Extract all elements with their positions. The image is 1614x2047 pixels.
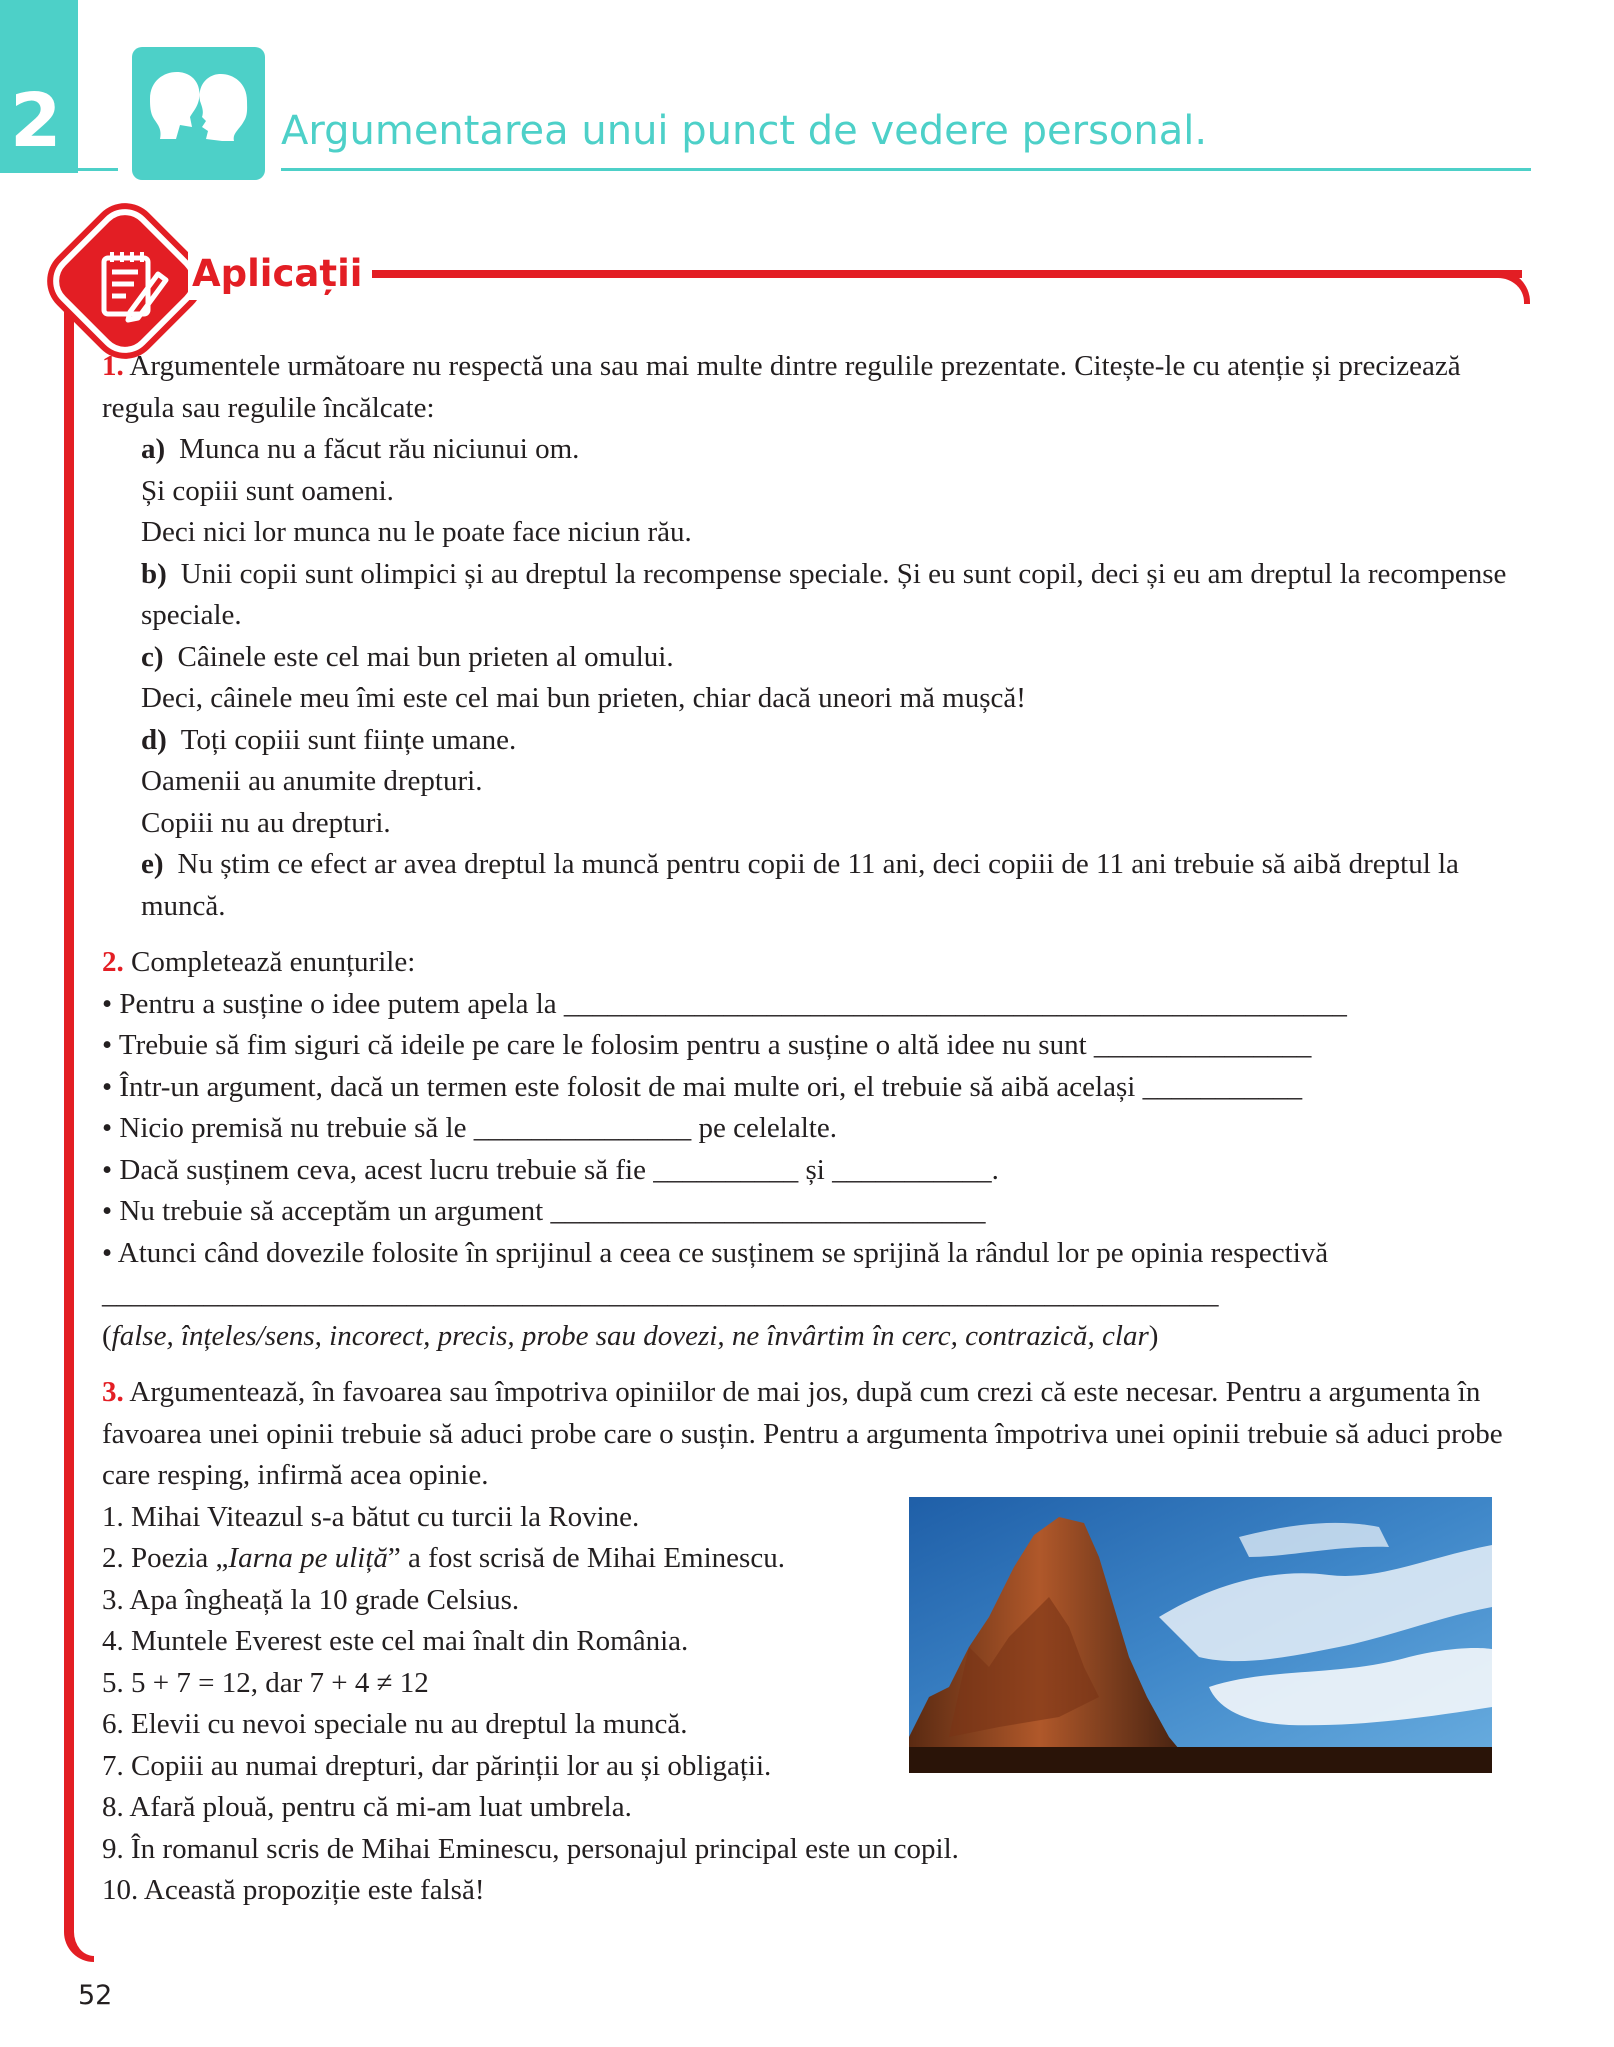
exercise-content bbox=[102, 346, 1514, 1912]
exercise-2-intro: 2. Completează enunțurile: bbox=[102, 946, 416, 978]
exercise-2-number: 2. bbox=[102, 946, 124, 978]
exercise-3-item: 2. Poezia „Iarna pe uliță” a fost scrisă de Mihai Eminescu. bbox=[102, 1542, 785, 1574]
exercise-3-list bbox=[102, 1497, 1514, 1912]
exercise-1-item-d-line: Copiii nu au drepturi. bbox=[141, 806, 391, 839]
page-title: Argumentarea unui punct de vedere personal. bbox=[281, 108, 1208, 154]
exercise-3-item: 3. Apa îngheață la 10 grade Celsius. bbox=[102, 1583, 520, 1616]
exercise-3-item: 4. Muntele Everest este cel mai înalt din România. bbox=[102, 1625, 689, 1657]
header-rule bbox=[281, 168, 1531, 171]
exercise-1-item-b: b) Unii copii sunt olimpici și au dreptul la recompense speciale. Și eu sunt copil, deci și eu am dreptul la recompense speciale. bbox=[141, 557, 1507, 631]
section-rule-corner bbox=[1480, 270, 1530, 304]
exercise-1-item-a-line: Deci nici lor munca nu le poate face niciun rău. bbox=[141, 516, 692, 548]
exercise-2-blank-5: • Dacă susținem ceva, acest lucru trebuie să fie __________ și ___________. bbox=[102, 1153, 999, 1186]
exercise-2-blank-2: • Trebuie să fim siguri că ideile pe care le folosim pentru a susține o altă idee nu sunt _______________ bbox=[102, 1029, 1312, 1061]
exercise-1-number: 1. bbox=[102, 350, 124, 382]
exercise-3-item: 6. Elevii cu nevoi speciale nu au dreptul la muncă. bbox=[102, 1708, 688, 1740]
exercise-3-item: 5. 5 + 7 = 12, dar 7 + 4 ≠ 12 bbox=[102, 1666, 429, 1699]
exercise-1-item-a-line: Și copiii sunt oameni. bbox=[141, 474, 394, 507]
tab-rule bbox=[78, 168, 118, 171]
discussion-icon bbox=[132, 47, 265, 180]
exercise-3-number: 3. bbox=[102, 1376, 124, 1408]
notepad-pencil-icon bbox=[78, 234, 186, 342]
exercise-1-item-d: d) Toți copiii sunt ființe umane. bbox=[141, 723, 517, 756]
exercise-2-blank-6: • Nu trebuie să acceptăm un argument ______________________________ bbox=[102, 1195, 986, 1227]
exercise-3-item: 9. În romanul scris de Mihai Eminescu, personajul principal este un copil. bbox=[102, 1832, 959, 1865]
exercise-1-item-c: c) Câinele este cel mai bun prieten al omului. bbox=[141, 640, 674, 673]
page-number: 52 bbox=[78, 1980, 113, 2011]
exercise-2-blank-4: • Nicio premisă nu trebuie să le _______________ pe celelalte. bbox=[102, 1112, 837, 1144]
exercise-3-intro: 3. Argumentează, în favoarea sau împotriva opiniilor de mai jos, după cum crezi că este necesar. Pentru a argumenta în favoarea unei opinii trebuie să aduci probe care o susțin. Pentru a argumenta împotriva unei opinii trebuie să aduci probe care resping, infirmă acea opinie. bbox=[102, 1376, 1503, 1491]
section-label: Aplicații bbox=[188, 248, 372, 300]
exercise-1-item-c-line: Deci, câinele meu îmi este cel mai bun prieten, chiar dacă uneori mă mușcă! bbox=[141, 682, 1026, 714]
exercise-3-item: 1. Mihai Viteazul s-a bătut cu turcii la Rovine. bbox=[102, 1500, 640, 1533]
section-side-border bbox=[64, 300, 94, 1962]
exercise-3-item: 8. Afară plouă, pentru că mi-am luat umbrela. bbox=[102, 1791, 632, 1823]
mountain-photo bbox=[909, 1497, 1492, 1773]
exercise-1-item-d-line: Oamenii au anumite drepturi. bbox=[141, 765, 483, 797]
exercise-2-word-bank: (false, înțeles/sens, incorect, precis, probe sau dovezi, ne învârtim în cerc, contrazică, clar) bbox=[102, 1319, 1159, 1352]
exercise-2-blank-3: • Într-un argument, dacă un termen este folosit de mai multe ori, el trebuie să aibă același ___________ bbox=[102, 1070, 1303, 1103]
exercise-2-blank-7: • Atunci când dovezile folosite în sprijinul a ceea ce susținem se sprijină la rândul lor pe opinia respectivă _____________________________________________________________________________ bbox=[102, 1236, 1329, 1310]
exercise-1-item-a: a) Munca nu a făcut rău niciunui om. bbox=[141, 433, 580, 465]
exercise-1-item-e: e) Nu știm ce efect ar avea dreptul la muncă pentru copii de 11 ani, deci copiii de 11 ani trebuie să aibă dreptul la muncă. bbox=[141, 848, 1459, 922]
exercise-3-item: 7. Copiii au numai drepturi, dar părinții lor au și obligații. bbox=[102, 1749, 772, 1782]
exercise-2-blank-1: • Pentru a susține o idee putem apela la ______________________________________________________ bbox=[102, 987, 1347, 1020]
section-rule bbox=[360, 270, 1522, 278]
exercise-1-intro: 1. Argumentele următoare nu respectă una sau mai multe dintre regulile prezentate. Citește-le cu atenție și precizează regula sau regulile încălcate: bbox=[102, 350, 1461, 424]
exercise-3-item: 10. Această propoziție este falsă! bbox=[102, 1874, 485, 1906]
chapter-number: 2 bbox=[10, 78, 62, 164]
